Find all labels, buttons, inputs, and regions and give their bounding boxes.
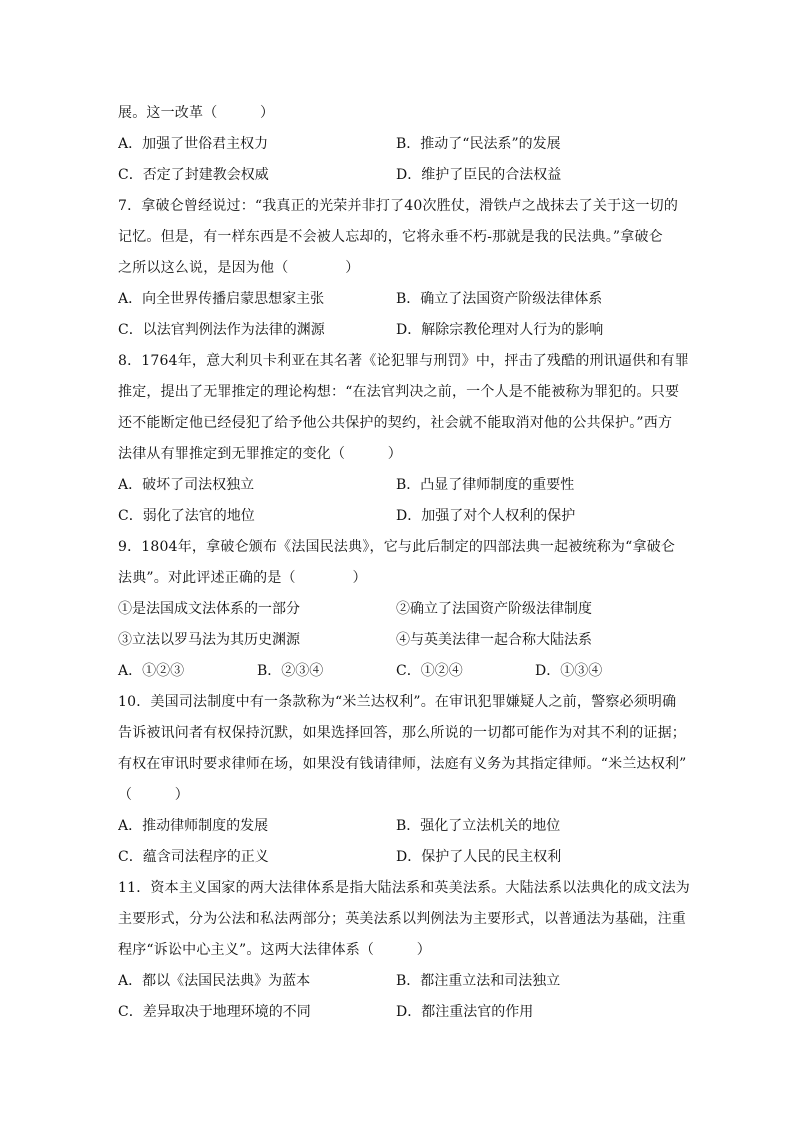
question-8-stem-line: 还不能断定他已经侵犯了给予他公共保护的契约，社会就不能取消对他的公共保护。”西方 [118, 415, 673, 431]
question-11-option-b[interactable]: B．都注重立法和司法独立 [396, 973, 561, 989]
question-6-option-b[interactable]: B．推动了“民法系”的发展 [396, 136, 561, 152]
question-10-option-c[interactable]: C．蕴含司法程序的正义 [118, 849, 269, 865]
question-10-stem-line: 告诉被讯问者有权保持沉默，如果选择回答，那么所说的一切都可能作为对其不利的证据； [118, 725, 686, 741]
question-11-option-c[interactable]: C．差异取决于地理环境的不同 [118, 1004, 311, 1020]
question-9-item-3: ③立法以罗马法为其历史渊源 [118, 632, 300, 648]
question-11-stem-line: 程序“诉讼中心主义”。这两大法律体系（ ） [118, 942, 431, 958]
question-11-stem-line: 主要形式，分为公法和私法两部分；英美法系以判例法为主要形式，以普通法为基础，注重 [118, 911, 686, 927]
question-7-option-b[interactable]: B．确立了法国资产阶级法律体系 [396, 291, 603, 307]
exam-page [118, 98, 691, 1028]
question-7-option-d[interactable]: D．解除宗教伦理对人行为的影响 [396, 322, 604, 338]
question-7-stem-line: 7．拿破仑曾经说过：“我真正的光荣并非打了40次胜仗，滑铁卢之战抹去了关于这一切的 [118, 198, 679, 214]
question-11-option-a[interactable]: A．都以《法国民法典》为蓝本 [118, 973, 311, 989]
question-7-option-a[interactable]: A．向全世界传播启蒙思想家主张 [118, 291, 325, 307]
question-8-option-d[interactable]: D．加强了对个人权利的保护 [396, 508, 576, 524]
question-8-options-row-1 [118, 470, 678, 501]
question-9-option-c[interactable]: C．①②④ [396, 663, 463, 679]
question-9-items-row-2 [118, 625, 678, 656]
question-6-options-row-1 [118, 129, 678, 160]
question-7-option-c[interactable]: C．以法官判例法作为法律的渊源 [118, 322, 325, 338]
question-8-option-b[interactable]: B．凸显了律师制度的重要性 [396, 477, 575, 493]
question-10-options-row-2 [118, 842, 678, 873]
question-9-item-1: ①是法国成文法体系的一部分 [118, 601, 300, 617]
question-8-options-row-2 [118, 501, 678, 532]
question-10-option-b[interactable]: B．强化了立法机关的地位 [396, 818, 561, 834]
question-8-stem-line: 推定，提出了无罪推定的理论构想：“在法官判决之前，一个人是不能被称为罪犯的。只要 [118, 384, 680, 400]
question-9-stem-line: 9．1804年，拿破仑颁布《法国民法典》，它与此后制定的四部法典一起被统称为“拿破仑 [118, 539, 676, 555]
question-7-options-row-1 [118, 284, 678, 315]
question-8-option-c[interactable]: C．弱化了法官的地位 [118, 508, 255, 524]
question-7-options-row-2 [118, 315, 678, 346]
question-9-stem-line: 法典”。对此评述正确的是（ ） [118, 570, 367, 586]
question-6-options-row-2 [118, 160, 678, 191]
question-9-item-4: ④与英美法律一起合称大陆法系 [396, 632, 592, 648]
question-9-option-d[interactable]: D．①③④ [535, 663, 603, 679]
question-10-stem-line: 10．美国司法制度中有一条款称为“米兰达权利”。在审讯犯罪嫌疑人之前，警察必须明确 [118, 694, 677, 710]
question-9-items-row-1 [118, 594, 678, 625]
question-8-option-a[interactable]: A．破坏了司法权独立 [118, 477, 255, 493]
question-10-stem-line: （ ） [118, 787, 189, 803]
question-10-option-a[interactable]: A．推动律师制度的发展 [118, 818, 269, 834]
question-6-option-a[interactable]: A．加强了世俗君主权力 [118, 136, 269, 152]
question-6-tail: 展。这一改革（ ） [118, 105, 275, 121]
question-9-option-b[interactable]: B．②③④ [257, 663, 324, 679]
question-11-options-row-2 [118, 997, 678, 1028]
question-11-stem-line: 11．资本主义国家的两大法律体系是指大陆法系和英美法系。大陆法系以法典化的成文法为 [118, 880, 691, 896]
question-6-option-c[interactable]: C．否定了封建教会权威 [118, 167, 269, 183]
question-10-option-d[interactable]: D．保护了人民的民主权利 [396, 849, 562, 865]
question-9-option-a[interactable]: A．①②③ [118, 663, 185, 679]
question-8-stem-line: 法律从有罪推定到无罪推定的变化（ ） [118, 446, 402, 462]
question-9-item-2: ②确立了法国资产阶级法律制度 [396, 601, 592, 617]
question-9-options-row [118, 656, 678, 687]
question-10-options-row-1 [118, 811, 678, 842]
question-7-stem-line: 之所以这么说，是因为他（ ） [118, 260, 360, 276]
question-10-stem-line: 有权在审讯时要求律师在场，如果没有钱请律师，法庭有义务为其指定律师。“米兰达权利” [118, 756, 687, 772]
question-6-option-d[interactable]: D．维护了臣民的合法权益 [396, 167, 562, 183]
question-11-option-d[interactable]: D．都注重法官的作用 [396, 1004, 534, 1020]
question-8-stem-line: 8．1764年，意大利贝卡利亚在其名著《论犯罪与刑罚》中，抨击了残酷的刑讯逼供和有罪 [118, 353, 689, 369]
question-11-options-row-1 [118, 966, 678, 997]
question-7-stem-line: 记忆。但是，有一样东西是不会被人忘却的，它将永垂不朽-那就是我的民法典。”拿破仑 [118, 229, 663, 245]
